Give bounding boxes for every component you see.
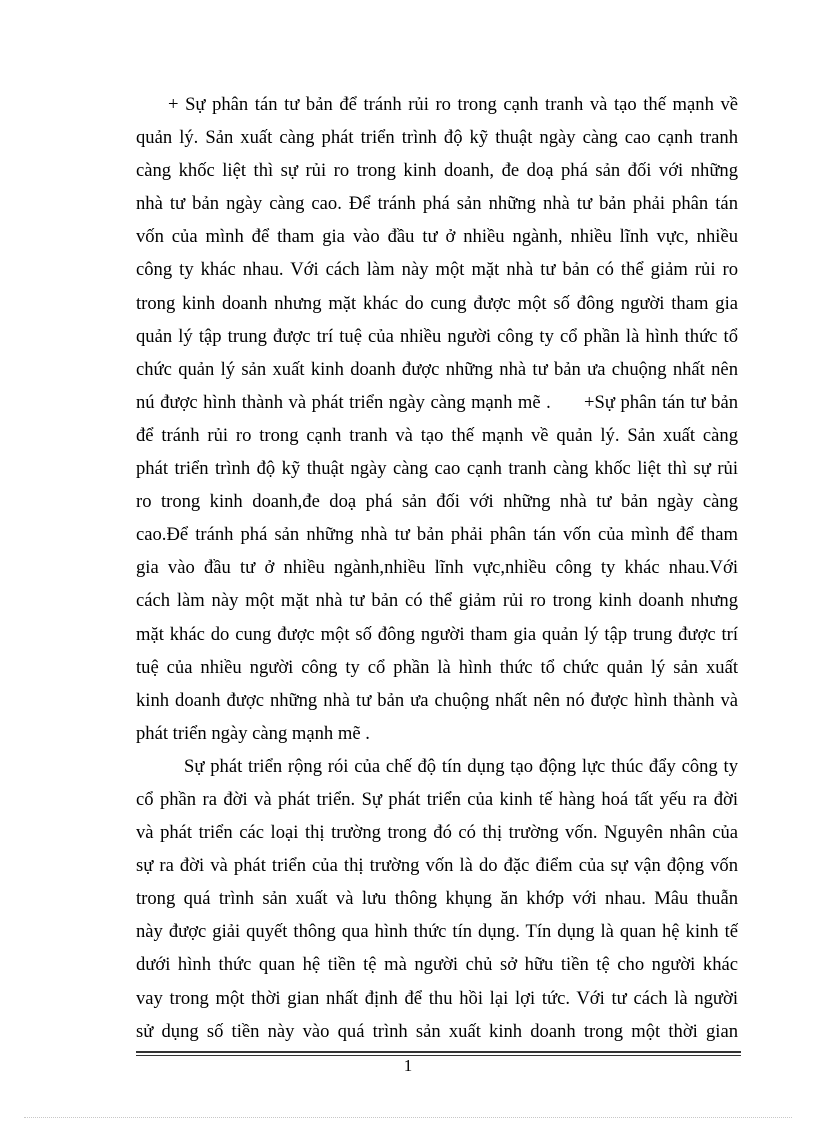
text-line: nú được hình thành và phát triển ngày càng mạnh mẽ . +Sự phân tán tư bản [136, 391, 738, 413]
text-line: kinh doanh được những nhà tư bản ưa chuộng nhất nên nó được hình thành và [136, 689, 738, 711]
text-line: trong kinh doanh nhưng mặt khác do cung được một số đông người tham gia [136, 292, 738, 314]
text-line: cao.Để tránh phá sản những nhà tư bản phải phân tán vốn của mình để tham [136, 524, 738, 546]
text-line: Sự phát triển rộng rói của chế độ tín dụng tạo động lực thúc đẩy công ty [184, 755, 738, 777]
text-line: sử dụng số tiền này vào quá trình sản xuất kinh doanh trong một thời gian [136, 1020, 738, 1042]
footer-divider-thin [136, 1055, 741, 1056]
text-line: phát triển trình độ kỹ thuật ngày càng cao cạnh tranh càng khốc liệt thì sự rủi [136, 458, 738, 480]
text-line: và phát triển các loại thị trường trong đó có thị trường vốn. Nguyên nhân của [136, 822, 738, 844]
text-line: tuệ của nhiều người công ty cổ phần là hình thức tổ chức quản lý sản xuất [136, 656, 738, 678]
footer-divider-thick [136, 1051, 741, 1053]
text-line: nhà tư bản ngày càng cao. Để tránh phá sản những nhà tư bản phải phân tán [136, 193, 738, 215]
text-line: cách làm này một mặt nhà tư bản có thể giảm rủi ro trong kinh doanh nhưng [136, 590, 738, 612]
text-line: ro trong kinh doanh,đe doạ phá sản đối với những nhà tư bản ngày càng [136, 491, 738, 513]
body-text [136, 88, 738, 1048]
text-line: + Sự phân tán tư bản để tránh rủi ro trong cạnh tranh và tạo thế mạnh về [168, 94, 738, 115]
text-line: cổ phần ra đời và phát triển. Sự phát triển của kinh tế hàng hoá tất yếu ra đời [136, 788, 738, 810]
text-line: chức quản lý sản xuất kinh doanh được những nhà tư bản ưa chuộng nhất nên [136, 358, 738, 380]
text-line: vay trong một thời gian nhất định để thu hồi lại lợi tức. Với tư cách là người [136, 987, 738, 1009]
text-line: để tránh rủi ro trong cạnh tranh và tạo thế mạnh về quản lý. Sản xuất càng [136, 424, 738, 446]
text-line: mặt khác do cung được một số đông người tham gia quản lý tập trung được trí [136, 623, 738, 645]
text-line: công ty khác nhau. Với cách làm này một mặt nhà tư bản có thể giảm rủi ro [136, 259, 738, 281]
text-line: quản lý tập trung được trí tuệ của nhiều người công ty cổ phần là hình thức tổ [136, 325, 738, 347]
text-line: dưới hình thức quan hệ tiền tệ mà người chủ sở hữu tiền tệ cho người khác [136, 954, 738, 976]
text-line: này được giải quyết thông qua hình thức tín dụng. Tín dụng là quan hệ kinh tế [136, 921, 738, 943]
page-number: 1 [403, 1056, 413, 1075]
text-line: quản lý. Sản xuất càng phát triển trình độ kỹ thuật ngày càng cao cạnh tranh [136, 127, 738, 149]
page-edge-divider [24, 1117, 792, 1118]
text-line: gia vào đầu tư ở nhiều ngành,nhiều lĩnh vực,nhiều công ty khác nhau.Với [136, 557, 738, 579]
text-line: càng khốc liệt thì sự rủi ro trong kinh doanh, đe doạ phá sản đối với những [136, 160, 738, 182]
text-line: vốn của mình để tham gia vào đầu tư ở nhiều ngành, nhiều lĩnh vực, nhiều [136, 226, 738, 248]
text-line: phát triển ngày càng mạnh mẽ . [136, 722, 370, 744]
text-line: trong quá trình sản xuất và lưu thông khụng ăn khớp với nhau. Mâu thuẫn [136, 888, 738, 910]
text-line: sự ra đời và phát triển của thị trường vốn là do đặc điểm của sự vận động vốn [136, 855, 738, 877]
footer-divider [136, 1051, 741, 1057]
